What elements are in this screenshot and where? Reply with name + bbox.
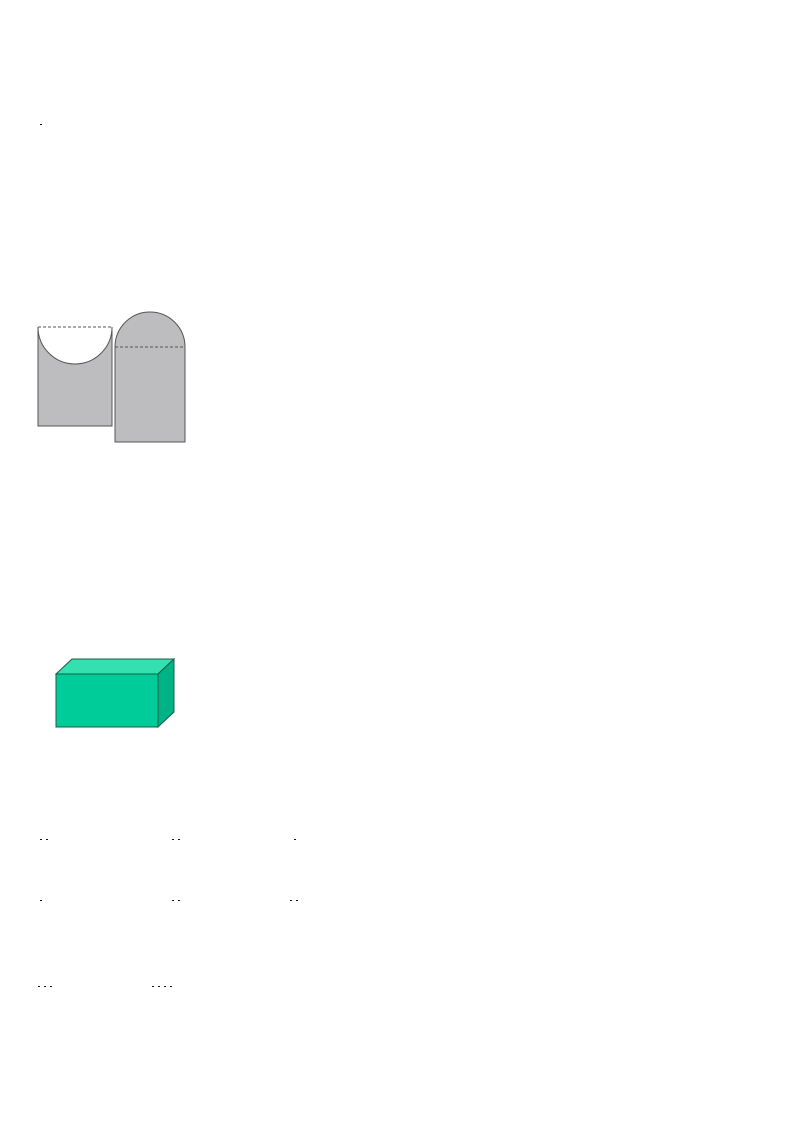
fraction (296, 899, 298, 903)
numerator (178, 900, 180, 901)
q23-expr-2 (152, 985, 172, 989)
numerator (38, 985, 40, 987)
q23-expr-1 (38, 985, 52, 989)
q21-cuboid-front (56, 674, 158, 727)
fraction (178, 838, 180, 842)
q18-question (38, 124, 44, 127)
numerator (40, 899, 42, 901)
numerator (290, 899, 292, 901)
numerator (172, 899, 174, 901)
numerator (40, 838, 42, 840)
fraction (164, 985, 166, 989)
q22-expr-4 (40, 899, 50, 903)
q20-figure (36, 310, 188, 446)
q20-left-shape (38, 327, 112, 426)
numerator (296, 899, 298, 901)
q22-expr-2 (172, 838, 184, 842)
fraction (40, 838, 42, 842)
fraction (170, 985, 172, 989)
fraction (172, 838, 174, 842)
q21-cuboid-figure (54, 657, 178, 731)
numerator (158, 985, 160, 987)
fraction (158, 985, 160, 989)
q18-fraction (40, 124, 42, 127)
fraction (50, 985, 52, 989)
fraction (38, 985, 40, 989)
fraction (46, 838, 48, 842)
numerator (164, 985, 166, 987)
numerator (170, 985, 172, 987)
q20-right-shape (115, 312, 185, 442)
numerator (44, 985, 46, 987)
fraction (44, 985, 46, 989)
q22-expr-3 (290, 838, 300, 842)
numerator (152, 985, 154, 987)
numerator (46, 838, 48, 840)
q21-cuboid-top (56, 659, 174, 674)
q22-expr-1 (40, 838, 52, 842)
numerator (172, 838, 174, 840)
q22-expr-6 (290, 899, 302, 903)
q22-expr-5 (172, 899, 184, 903)
numerator (178, 838, 180, 840)
fraction (290, 899, 292, 903)
fraction (40, 899, 42, 903)
numerator (50, 985, 52, 987)
fraction (152, 985, 154, 989)
fraction (172, 899, 174, 903)
q18-frac-num (40, 124, 42, 125)
fraction (178, 900, 180, 903)
fraction (294, 838, 296, 842)
numerator (294, 838, 296, 840)
